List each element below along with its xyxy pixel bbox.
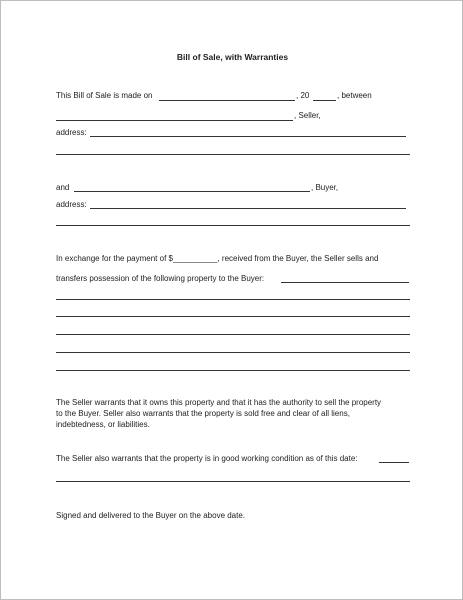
buyer-label: , Buyer,	[311, 183, 339, 192]
warranty-line-1: The Seller warrants that it owns this property and that it has the authority to sell the property	[56, 398, 382, 407]
property-blank-5[interactable]	[56, 352, 410, 353]
warranty-line-2: to the Buyer. Seller also warrants that the property is sold free and clear of all liens,	[56, 409, 350, 418]
buyer-address-blank-2[interactable]	[56, 225, 410, 226]
property-blank-3[interactable]	[56, 316, 410, 317]
date-prefix-text: This Bill of Sale is made on	[56, 91, 153, 100]
buyer-address-label: address:	[56, 200, 87, 209]
buyer-address-blank[interactable]	[90, 208, 406, 209]
document-title: Bill of Sale, with Warranties	[176, 52, 289, 62]
property-blank-2[interactable]	[56, 299, 410, 300]
seller-label: , Seller,	[294, 111, 321, 120]
payment-text-line2: transfers possession of the following property to the Buyer:	[56, 274, 265, 283]
buyer-name-blank[interactable]	[74, 191, 310, 192]
seller-name-blank[interactable]	[56, 120, 293, 121]
condition-blank-2[interactable]	[56, 481, 410, 482]
date-blank[interactable]	[159, 100, 295, 101]
year-prefix-text: , 20	[296, 91, 310, 100]
property-blank-6[interactable]	[56, 370, 410, 371]
property-blank-1[interactable]	[281, 282, 409, 283]
seller-address-label: address:	[56, 128, 87, 137]
year-blank[interactable]	[313, 100, 336, 101]
property-blank-4[interactable]	[56, 334, 410, 335]
condition-date-blank[interactable]	[379, 462, 409, 463]
and-text: and	[56, 183, 70, 192]
payment-text-line1: In exchange for the payment of $__________, received from the Buyer, the Seller sells and	[56, 254, 379, 263]
seller-address-blank-2[interactable]	[56, 154, 410, 155]
signed-text: Signed and delivered to the Buyer on the above date.	[56, 511, 246, 520]
between-text: , between	[337, 91, 372, 100]
warranty-line-3: indebtedness, or liabilities.	[56, 420, 150, 429]
seller-address-blank[interactable]	[90, 136, 406, 137]
condition-text: The Seller also warrants that the property is in good working condition as of this date:	[56, 454, 358, 463]
